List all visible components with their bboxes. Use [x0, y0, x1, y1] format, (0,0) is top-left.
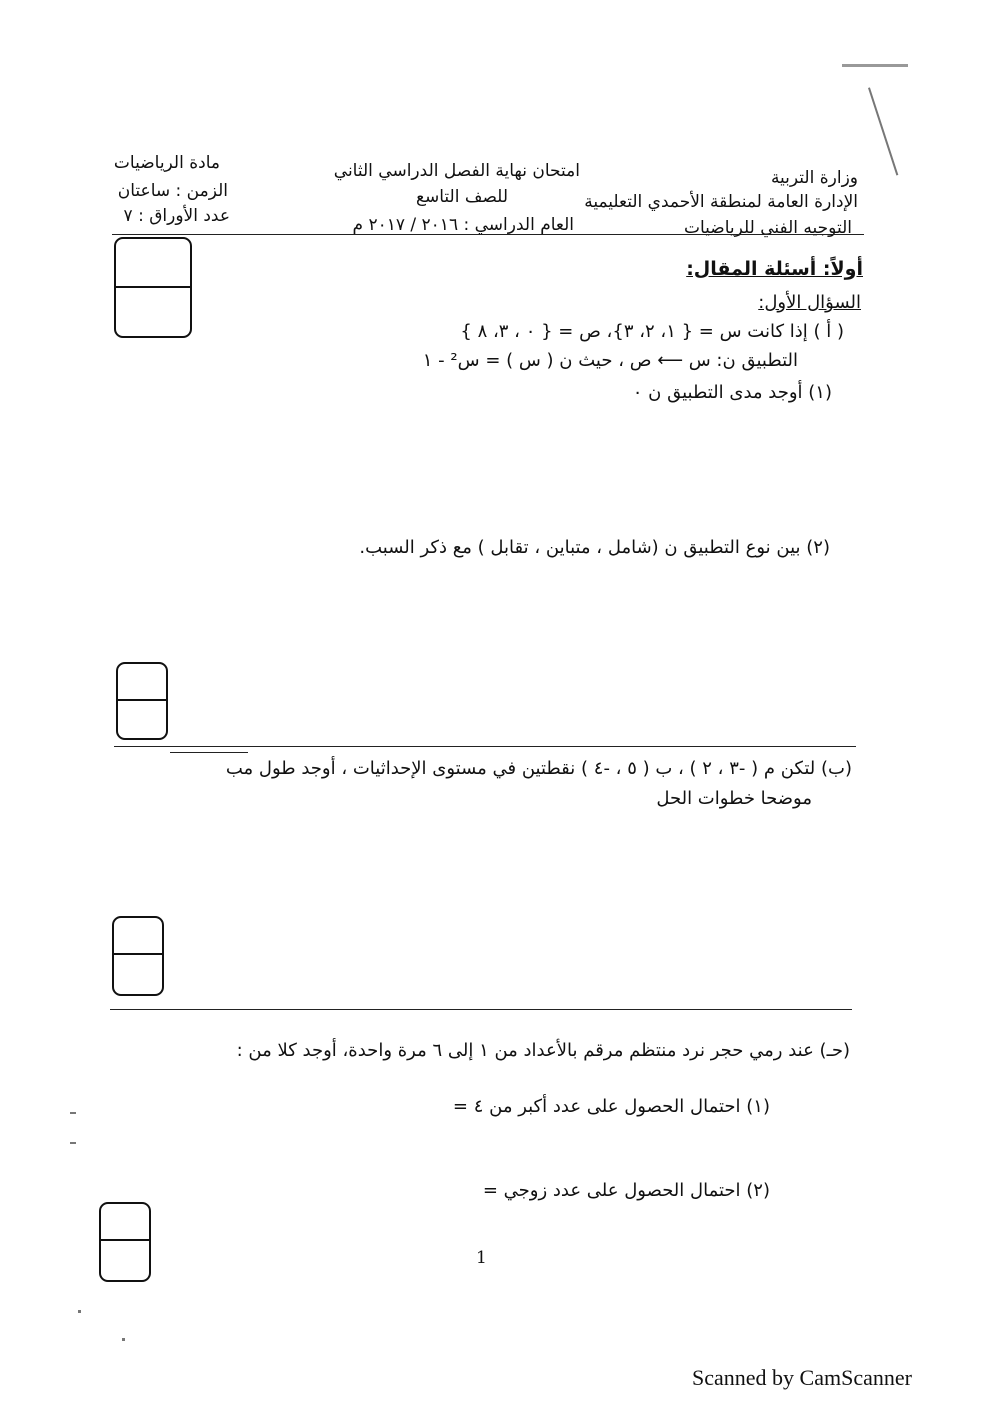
scan-artifact-dot-1 — [78, 1310, 81, 1313]
scan-artifact-left-2 — [70, 1142, 76, 1144]
part-c-line-1: (حـ) عند رمي حجر نرد منتظم مرقم بالأعداد من ١ إلى ٦ مرة واحدة، أوجد كلا من : — [236, 1040, 850, 1061]
score-box-1 — [114, 237, 192, 338]
part-b-divider — [114, 746, 856, 747]
scan-artifact-dot-2 — [122, 1338, 125, 1341]
scan-artifact-diagonal — [868, 87, 898, 175]
academic-year: العام الدراسي : ٢٠١٦ / ٢٠١٧ م — [352, 215, 574, 235]
pages-count: عدد الأوراق : ٧ — [123, 206, 230, 226]
part-a-line-2: التطبيق ن: س ⟵ ص ، حيث ن ( س ) = س² - ١ — [422, 350, 798, 371]
ministry-name: وزارة التربية — [770, 168, 858, 188]
scan-artifact-left-1 — [70, 1112, 76, 1114]
question-1-title: السؤال الأول: — [758, 292, 861, 313]
part-c-item-1: (١) احتمال الحصول على عدد أكبر من ٤ = — [452, 1096, 770, 1117]
part-a-item-2: (٢) بين نوع التطبيق ن (شامل ، متباين ، تقابل ) مع ذكر السبب. — [359, 537, 830, 558]
exam-title: امتحان نهاية الفصل الدراسي الثاني — [333, 161, 580, 181]
overline-mark — [170, 752, 248, 753]
score-box-4 — [99, 1202, 151, 1282]
time-label: الزمن : ساعتان — [117, 181, 228, 201]
supervision-name: التوجيه الفني للرياضيات — [683, 218, 852, 238]
part-b-line-2: موضحا خطوات الحل — [656, 788, 812, 809]
part-b-line-1: (ب) لتكن م ( -٣ ، ٢ ) ، ب ( ٥ ، -٤ ) نقطتين في مستوى الإحداثيات ، أوجد طول مب — [225, 758, 852, 779]
header-divider — [112, 234, 864, 235]
scanner-watermark: Scanned by CamScanner — [692, 1365, 912, 1390]
directorate-name: الإدارة العامة لمنطقة الأحمدي التعليمية — [584, 192, 858, 212]
part-a-line-1: ( أ ) إذا كانت س = { ١، ٢، ٣}، ص = { ٠ ، ٣، ٨ } — [460, 321, 844, 342]
scan-artifact-top — [842, 64, 908, 67]
grade-label: للصف التاسع — [415, 187, 508, 207]
part-c-divider — [110, 1009, 852, 1010]
subject-label: مادة الرياضيات — [113, 153, 220, 173]
page-number: 1 — [476, 1248, 487, 1268]
score-box-2 — [116, 662, 168, 740]
section-title: أولاً: أسئلة المقال: — [686, 258, 863, 280]
part-c-item-2: (٢) احتمال الحصول على عدد زوجي = — [482, 1180, 770, 1201]
part-a-item-1: (١) أوجد مدى التطبيق ن ٠ — [632, 382, 832, 403]
score-box-3 — [112, 916, 164, 996]
